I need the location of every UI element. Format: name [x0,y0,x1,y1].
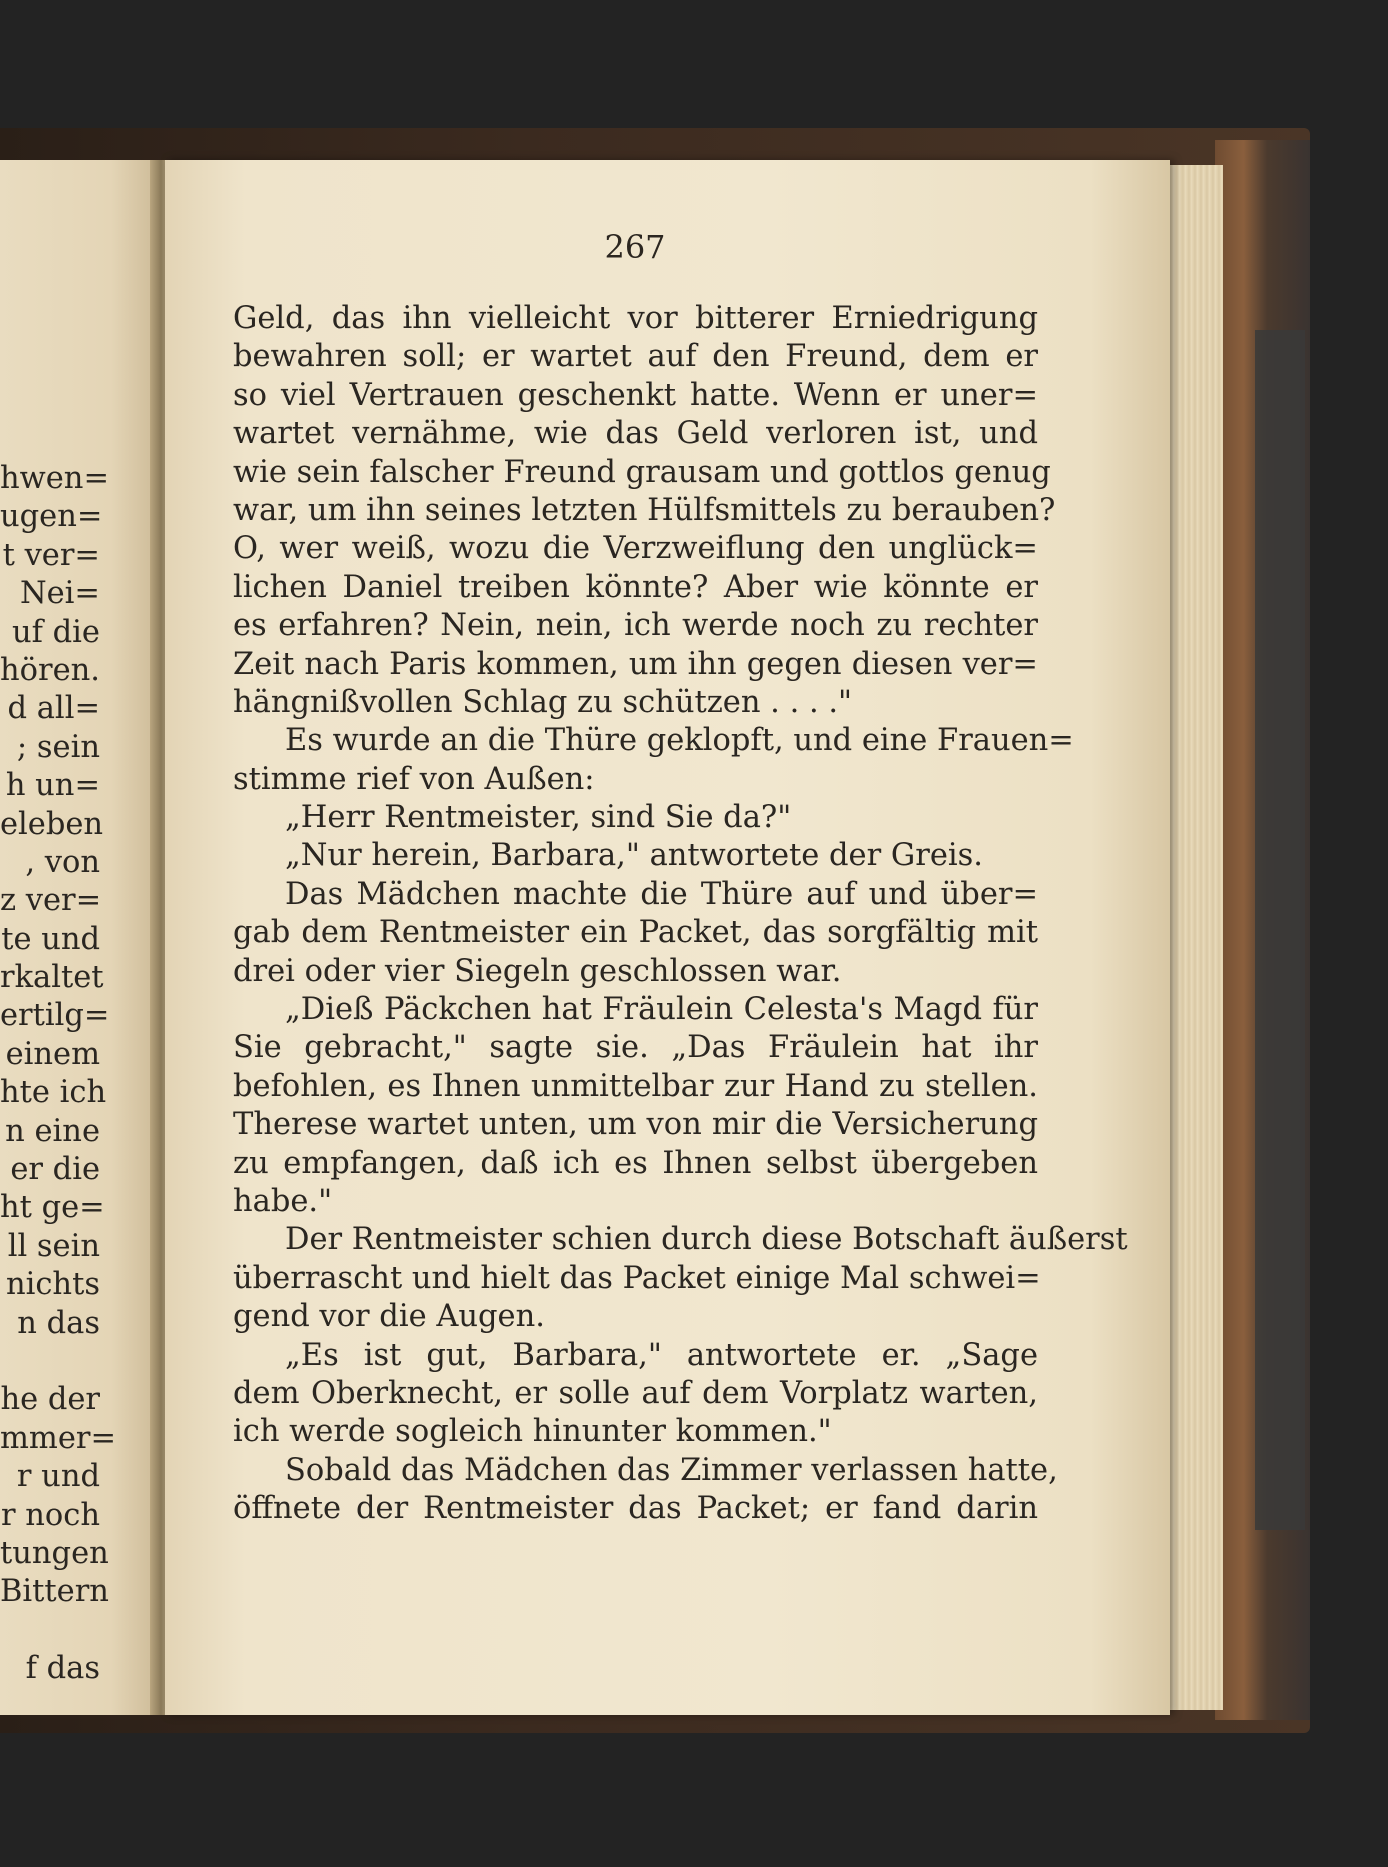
text-line: wie sein falscher Freund grausam und gottlos genug [233,454,1051,490]
text-line: war, um ihn seines letzten Hülfsmittels zu berauben? [233,492,1056,528]
text-line: überrascht und hielt das Packet einige Mal schwei= [233,1260,1041,1296]
left-text-fragment: d all= [7,691,100,727]
left-text-fragment [0,1612,100,1650]
text-line: Sobald das Mädchen das Zimmer verlassen hatte, [285,1452,1058,1488]
text-line: ich werde sogleich hinunter kommen." [233,1414,832,1450]
text-line: Es wurde an die Thüre geklopft, und eine Frauen= [285,723,1074,759]
left-text-fragment: r noch [0,1497,100,1533]
left-text-fragment: hören. [0,652,100,688]
left-text-fragment: ; sein [16,729,100,765]
text-line: Der Rentmeister schien durch diese Botschaft äußerst [285,1222,1128,1258]
cover-board [1255,330,1305,1530]
text-line: „Nur herein, Barbara," antwortete der Greis. [285,838,983,874]
text-line: Zeit nach Paris kommen, um ihn gegen diesen ver= [233,646,1038,682]
left-text-fragment: z ver= [0,883,102,919]
left-page-text [0,460,117,1689]
left-text-fragment: nichts [5,1267,100,1303]
text-line: stimme rief von Außen: [233,761,595,797]
text-line: befohlen, es Ihnen unmittelbar zur Hand zu stellen. [233,1068,1038,1104]
text-line: „Dieß Päckchen hat Fräulein Celesta's Magd für [285,992,1038,1028]
left-text-fragment: ll sein [7,1228,100,1264]
left-text-fragment: ht ge= [0,1190,105,1226]
text-line: „Herr Rentmeister, sind Sie da?" [285,800,792,836]
left-text-fragment: einem [5,1036,100,1072]
text-line: O, wer weiß, wozu die Verzweiflung den unglück= [233,531,1038,567]
left-text-fragment: Bittern [0,1574,109,1610]
left-text-fragment: mmer= [0,1420,117,1456]
left-text-fragment [0,1343,100,1381]
text-line: „Es ist gut, Barbara," antwortete er. „Sage [285,1337,1038,1373]
left-text-fragment: eleben [0,806,104,842]
left-text-fragment: t ver= [2,537,100,573]
text-line: hängnißvollen Schlag zu schützen . . . ." [233,684,853,720]
text-line: dem Oberknecht, er solle auf dem Vorplatz warten, [233,1375,1038,1411]
left-text-fragment: n das [17,1305,100,1341]
text-line: wartet vernähme, wie das Geld verloren ist, und [233,416,1038,452]
text-line: Sie gebracht," sagte sie. „Das Fräulein hat ihr [233,1030,1038,1066]
page-number: 267 [604,228,666,266]
text-line: öffnete der Rentmeister das Packet; er fand darin [233,1491,1038,1527]
left-text-fragment: n eine [5,1113,100,1149]
left-text-fragment: hte ich [0,1075,107,1111]
left-text-fragment: ugen= [0,499,103,535]
left-text-fragment: uf die [12,614,100,650]
left-text-fragment: ertilg= [0,998,110,1034]
left-text-fragment: h un= [5,768,100,804]
text-line: drei oder vier Siegeln geschlossen war. [233,953,842,989]
text-line: gend vor die Augen. [233,1299,545,1335]
text-line: gab dem Rentmeister ein Packet, das sorgfältig mit [233,915,1038,951]
left-text-fragment: f das [25,1651,100,1687]
left-text-fragment: tungen [0,1535,109,1571]
text-line: bewahren soll; er wartet auf den Freund, dem er [233,339,1038,375]
left-text-fragment: Nei= [19,576,100,612]
text-line: Geld, das ihn vielleicht vor bitterer Erniedrigung [233,301,1038,336]
text-line: zu empfangen, daß ich es Ihnen selbst übergeben [233,1145,1038,1181]
left-text-fragment: , von [25,844,100,880]
left-text-fragment: r und [16,1459,100,1495]
text-line: Das Mädchen machte die Thüre auf und über= [285,876,1038,912]
body-text [233,300,1128,1529]
left-text-fragment: te und [1,921,100,957]
left-text-fragment: he der [0,1382,100,1418]
left-text-fragment: er die [10,1152,100,1188]
text-line: lichen Daniel treiben könnte? Aber wie könnte er [233,569,1038,605]
left-text-fragment: hwen= [0,461,109,496]
left-page [0,160,158,1715]
text-line: habe." [233,1183,333,1219]
text-line: so viel Vertrauen geschenkt hatte. Wenn er uner= [233,377,1038,413]
left-text-fragment: rkaltet [0,960,104,996]
text-line: es erfahren? Nein, nein, ich werde noch zu rechter [233,608,1038,644]
text-line: Therese wartet unten, um von mir die Versicherung [233,1107,1038,1143]
page-edges [1168,165,1223,1710]
